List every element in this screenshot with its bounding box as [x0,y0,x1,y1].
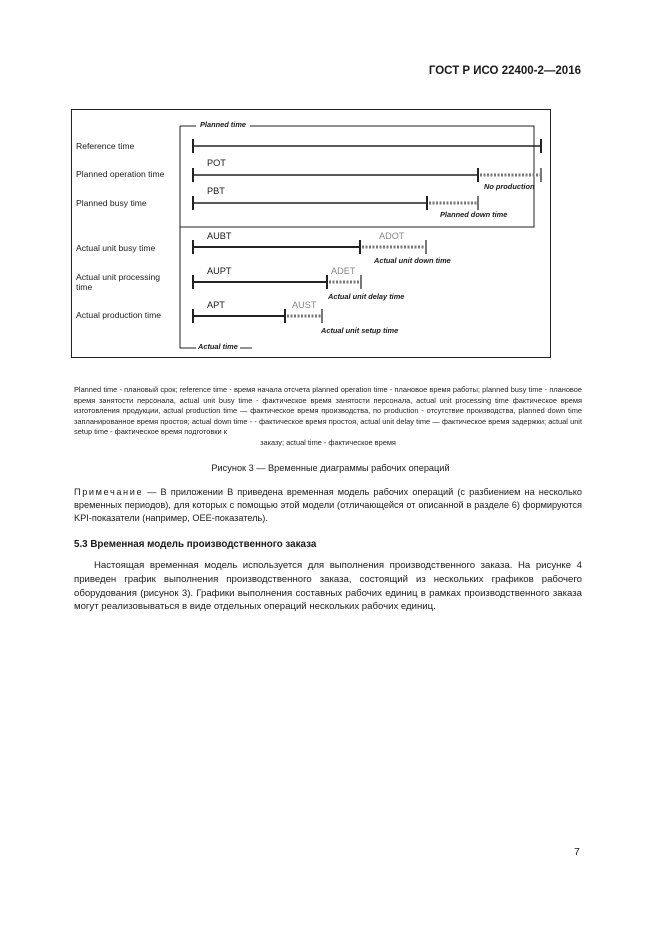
code-pot: POT [207,158,226,168]
annotation-actual-unit-setup-time: Actual unit setup time [321,326,399,335]
code-aust: AUST [292,300,317,310]
time-diagram-figure [71,109,551,358]
legend-text: Planned time - плановый срок; reference time - время начала отсчета planned operation time - плановое время работы; planned busy time - плановое время занятости персонала, actual unit busy time - фактическое время занятости персонала, actual unit processing time фактическое время изготовления продукции, actual production time — фактическое время производства, по production - отсутствие производства, planned down time запланированное время простоя; actual down time - - фактическое время простоя, actual unit delay time — фактическое время задержки; actual unit setup time - фактическое время подготовки к [74,385,582,437]
row-label-actual-unit-busy-time: Actual unit busy time [76,243,156,253]
pbt-bar [193,196,478,210]
annotation-no-production: No production [484,182,535,191]
reference-time-bar [193,139,541,153]
row-label-reference-time: Reference time [76,141,135,151]
section-paragraph: Настоящая временная модель используется для выполнения производственного заказа. На рисунке 4 приведен график выполнения производственного заказа, состоящий из нескольких графиков рабочего оборудования (рисунок 3). Графики выполнения составных рабочих единиц в рамках производственного заказа могут реализовываться в виде отдельных операций нескольких рабочих единиц. [74,560,582,613]
code-adet: ADET [331,266,356,276]
note-text: — В приложении В приведена временная модель рабочих операций (с разбиением на несколько временных периодов), для которых с помощью этой модели (отличающейся от описанной в разделе 6) формируются KPI-показатели (например, OEE-показатель). [74,487,582,523]
aubt-bar [193,240,426,254]
pot-bar [193,168,541,182]
row-label-planned-busy-time: Planned busy time [76,198,147,208]
code-pbt: PBT [207,186,225,196]
annotation-actual-unit-down-time: Actual unit down time [374,256,451,265]
document-header: ГОСТ Р ИСО 22400-2—2016 [428,65,581,77]
aupt-bar [193,275,361,289]
legend-text-end: заказу; actual time - фактическое время [260,437,396,447]
note-block [74,486,582,524]
row-label-actual-production-time: Actual production time [76,310,162,320]
planned-time-label: Planned time [200,120,246,129]
row-label-actual-unit-processing-time: Actual unit processing time [76,272,161,292]
annotation-actual-unit-delay-time: Actual unit delay time [328,292,405,301]
figure-caption: Рисунок 3 — Временные диаграммы рабочих операций [211,463,450,473]
actual-time-label: Actual time [198,342,238,351]
annotation-planned-down-time: Planned down time [440,210,508,219]
note-label: Примечание [74,487,144,497]
figure-legend [74,385,582,449]
apt-bar [193,309,322,323]
row-label-planned-operation-time: Planned operation time [76,169,165,179]
section-title: 5.3 Временная модель производственного заказа [74,539,317,550]
code-apt: APT [207,300,225,310]
code-aubt: AUBT [207,231,232,241]
actual-frame-left [180,227,238,348]
code-aupt: AUPT [207,266,232,276]
page-number: 7 [574,846,580,858]
code-adot: ADOT [379,231,405,241]
